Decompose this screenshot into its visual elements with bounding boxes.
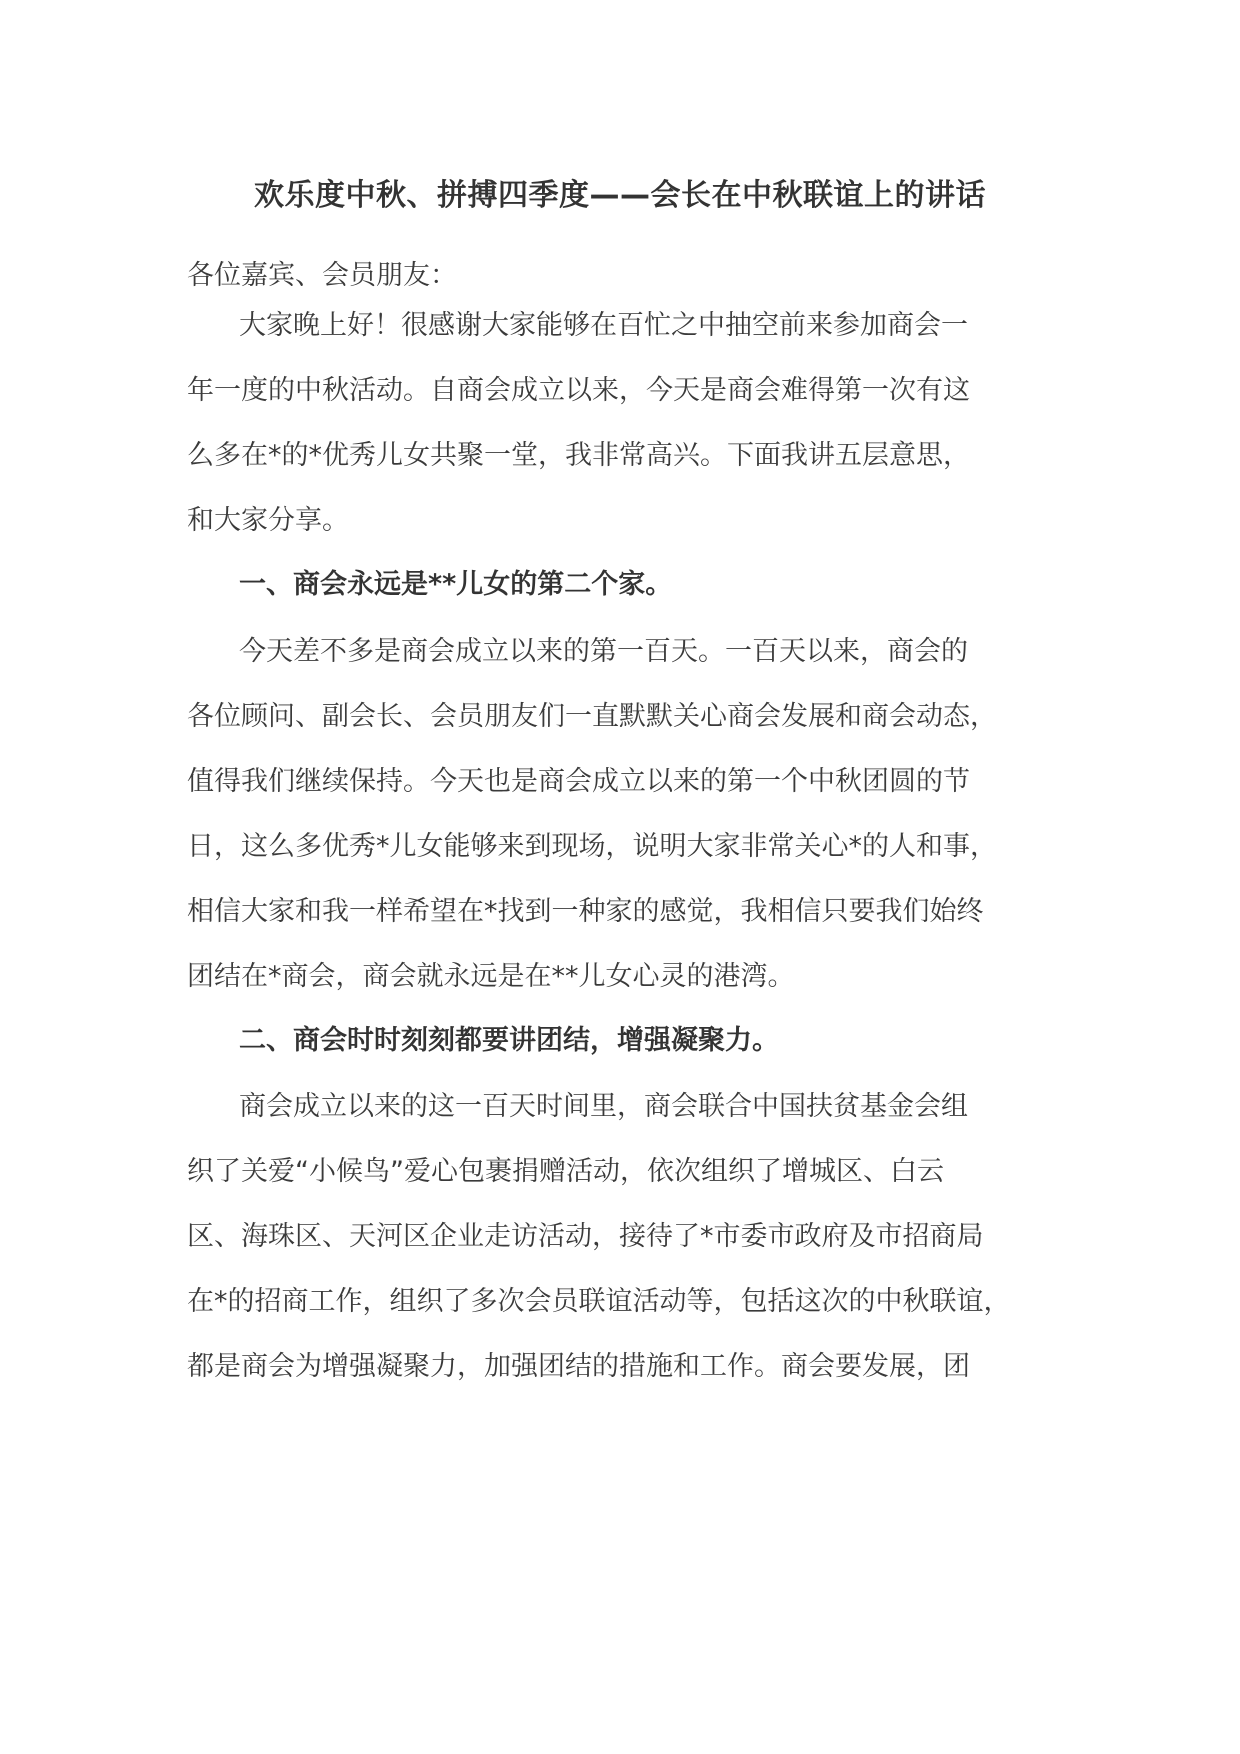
paragraph-line: 各位顾问、副会长、会员朋友们一直默默关心商会发展和商会动态，	[187, 701, 997, 732]
salutation: 各位嘉宾、会员朋友：	[187, 260, 457, 291]
section-heading-2: 二、商会时时刻刻都要讲团结，增强凝聚力。	[239, 1025, 779, 1056]
paragraph-line: 区、海珠区、天河区企业走访活动，接待了*市委市政府及市招商局	[187, 1221, 984, 1252]
paragraph-line: 值得我们继续保持。今天也是商会成立以来的第一个中秋团圆的节	[187, 766, 970, 797]
paragraph-greeting	[187, 306, 1087, 566]
section-heading-1: 一、商会永远是**儿女的第二个家。	[239, 569, 673, 600]
paragraph-line: 么多在*的*优秀儿女共聚一堂，我非常高兴。下面我讲五层意思，	[187, 440, 970, 471]
paragraph-section-1	[187, 632, 1087, 1022]
paragraph-line: 都是商会为增强凝聚力，加强团结的措施和工作。商会要发展，团	[187, 1351, 970, 1382]
paragraph-line: 今天差不多是商会成立以来的第一百天。一百天以来，商会的	[239, 636, 968, 667]
paragraph-line: 商会成立以来的这一百天时间里，商会联合中国扶贫基金会组	[239, 1091, 968, 1122]
paragraph-line: 相信大家和我一样希望在*找到一种家的感觉，我相信只要我们始终	[187, 896, 984, 927]
paragraph-line: 在*的招商工作，组织了多次会员联谊活动等，包括这次的中秋联谊，	[187, 1286, 1011, 1317]
paragraph-line: 团结在*商会，商会就永远是在**儿女心灵的港湾。	[187, 961, 795, 992]
paragraph-line: 年一度的中秋活动。自商会成立以来，今天是商会难得第一次有这	[187, 375, 970, 406]
document-title: 欢乐度中秋、拼搏四季度——会长在中秋联谊上的讲话	[254, 178, 986, 213]
paragraph-line: 大家晚上好！很感谢大家能够在百忙之中抽空前来参加商会一	[239, 310, 968, 341]
paragraph-line: 织了关爱“小候鸟”爱心包裹捐赠活动，依次组织了增城区、白云	[187, 1156, 944, 1187]
paragraph-section-2	[187, 1087, 1087, 1412]
paragraph-line: 日，这么多优秀*儿女能够来到现场，说明大家非常关心*的人和事，	[187, 831, 997, 862]
paragraph-line: 和大家分享。	[187, 505, 349, 536]
